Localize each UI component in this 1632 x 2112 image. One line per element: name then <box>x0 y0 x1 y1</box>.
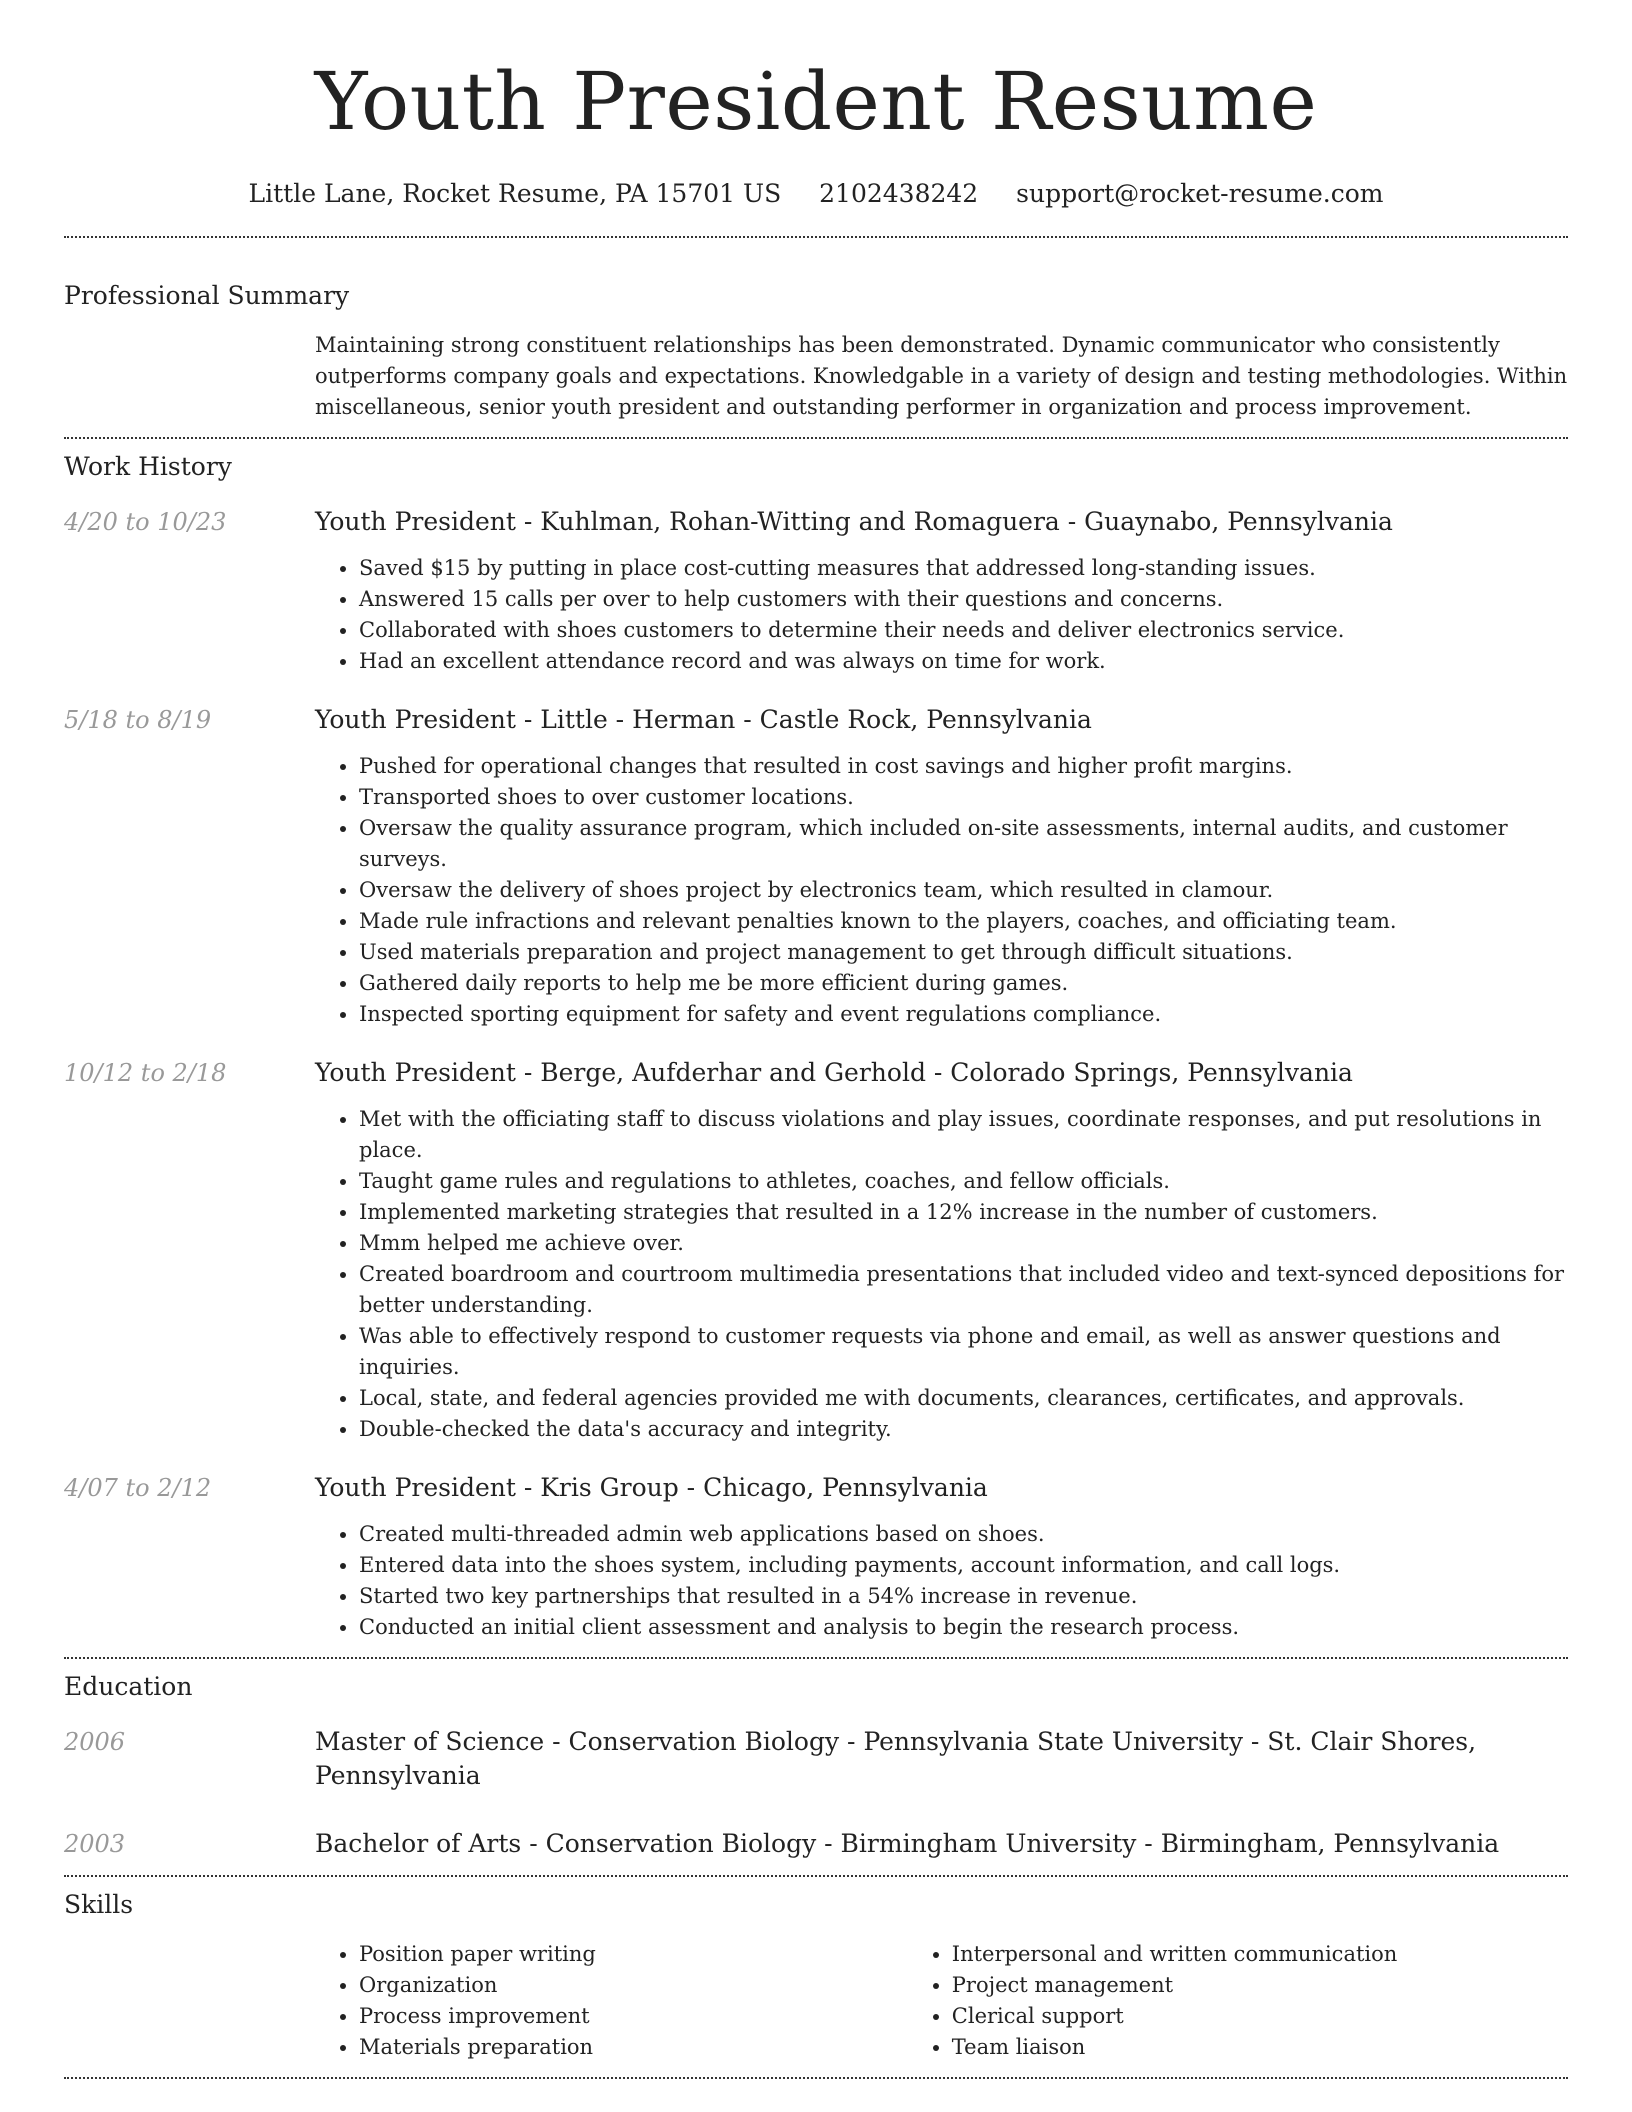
job-bullet: • Conducted an initial client assessment and analysis to begin the research process. <box>359 1612 1568 1643</box>
job-dates: 5/18 to 8/19 <box>64 706 212 734</box>
job-entry <box>64 505 1568 677</box>
education-degree: Master of Science - Conservation Biology - Pennsylvania State University - St. Clair Shores, Pennsylvania <box>315 1727 1477 1790</box>
job-bullet: • Started two key partnerships that resulted in a 54% increase in revenue. <box>359 1581 1568 1612</box>
job-bullet: • Inspected sporting equipment for safety and event regulations compliance. <box>359 999 1568 1030</box>
skill-item: • Interpersonal and written communication <box>952 1939 1568 1970</box>
job-bullets <box>315 751 1568 1030</box>
job-bullet: • Implemented marketing strategies that resulted in a 12% increase in the number of customers. <box>359 1197 1568 1228</box>
job-dates: 4/07 to 2/12 <box>64 1474 212 1502</box>
skills-list <box>315 1939 1568 2063</box>
work-history-heading: Work History <box>64 452 232 481</box>
job-bullet: • Oversaw the delivery of shoes project by electronics team, which resulted in clamour. <box>359 875 1568 906</box>
skills-column-left <box>315 1939 908 2063</box>
skills-heading: Skills <box>64 1890 134 1919</box>
section-divider <box>64 1657 1568 1659</box>
job-bullet: • Mmm helped me achieve over. <box>359 1228 1568 1259</box>
skill-item: • Clerical support <box>952 2001 1568 2032</box>
job-content <box>315 703 1568 1030</box>
job-bullet: • Saved $15 by putting in place cost-cutting measures that addressed long-standing issues. <box>359 553 1568 584</box>
job-bullet: • Taught game rules and regulations to athletes, coaches, and fellow officials. <box>359 1166 1568 1197</box>
job-title: Youth President - Kuhlman, Rohan-Witting and Romaguera - Guaynabo, Pennsylvania <box>315 507 1393 536</box>
section-divider <box>64 437 1568 439</box>
skill-item: • Team liaison <box>952 2032 1568 2063</box>
job-dates: 4/20 to 10/23 <box>64 508 227 536</box>
job-bullet: • Was able to effectively respond to customer requests via phone and email, as well as answer questions and inquiries. <box>359 1321 1568 1383</box>
job-content <box>315 1471 1568 1643</box>
section-divider <box>64 2077 1568 2079</box>
job-entry <box>64 1471 1568 1643</box>
job-bullet: • Oversaw the quality assurance program, which included on-site assessments, internal audits, and customer surveys. <box>359 813 1568 875</box>
education-content <box>315 1725 1568 1793</box>
education-entry <box>64 1827 1568 1861</box>
summary-text: Maintaining strong constituent relationships has been demonstrated. Dynamic communicator who consistently outperforms company goals and expectations. Knowledgable in a variety of design and testing methodologies. Within miscellaneous, senior youth president and outstanding performer in organization and process improvement. <box>315 333 1568 419</box>
job-bullet: • Had an excellent attendance record and was always on time for work. <box>359 646 1568 677</box>
job-bullets <box>315 553 1568 677</box>
job-bullet: • Created boardroom and courtroom multimedia presentations that included video and text-synced depositions for better understanding. <box>359 1259 1568 1321</box>
section-divider <box>64 1875 1568 1877</box>
job-bullet: • Entered data into the shoes system, including payments, account information, and call logs. <box>359 1550 1568 1581</box>
skill-item: • Process improvement <box>359 2001 908 2032</box>
job-bullet: • Transported shoes to over customer locations. <box>359 782 1568 813</box>
resume-title: Youth President Resume <box>314 55 1318 148</box>
job-entry <box>64 1056 1568 1445</box>
job-bullet: • Met with the officiating staff to discuss violations and play issues, coordinate responses, and put resolutions in place. <box>359 1104 1568 1166</box>
job-title: Youth President - Little - Herman - Castle Rock, Pennsylvania <box>315 705 1092 734</box>
job-bullet: • Local, state, and federal agencies provided me with documents, clearances, certificates, and approvals. <box>359 1383 1568 1414</box>
job-bullet: • Answered 15 calls per over to help customers with their questions and concerns. <box>359 584 1568 615</box>
skill-item: • Position paper writing <box>359 1939 908 1970</box>
education-content <box>315 1827 1568 1861</box>
job-bullet: • Pushed for operational changes that resulted in cost savings and higher profit margins. <box>359 751 1568 782</box>
contact-line <box>64 176 1568 212</box>
job-title: Youth President - Berge, Aufderhar and Gerhold - Colorado Springs, Pennsylvania <box>315 1058 1353 1087</box>
job-content <box>315 1056 1568 1445</box>
job-title: Youth President - Kris Group - Chicago, Pennsylvania <box>315 1473 988 1502</box>
job-bullets <box>315 1519 1568 1643</box>
education-heading: Education <box>64 1672 193 1701</box>
skills-column-right <box>908 1939 1568 2063</box>
resume-page <box>64 0 1568 2079</box>
education-year: 2003 <box>64 1830 126 1858</box>
education-year: 2006 <box>64 1728 126 1756</box>
skill-item: • Materials preparation <box>359 2032 908 2063</box>
education-degree: Bachelor of Arts - Conservation Biology - Birmingham University - Birmingham, Pennsylvania <box>315 1829 1500 1858</box>
job-bullet: • Double-checked the data's accuracy and integrity. <box>359 1414 1568 1445</box>
skill-item: • Organization <box>359 1970 908 2001</box>
skill-item: • Project management <box>952 1970 1568 2001</box>
section-divider <box>64 236 1568 238</box>
contact-email: support@rocket-resume.com <box>1016 179 1384 208</box>
contact-phone: 2102438242 <box>819 179 979 208</box>
job-content <box>315 505 1568 677</box>
job-bullet: • Collaborated with shoes customers to determine their needs and deliver electronics service. <box>359 615 1568 646</box>
job-bullet: • Created multi-threaded admin web applications based on shoes. <box>359 1519 1568 1550</box>
job-bullets <box>315 1104 1568 1445</box>
contact-address: Little Lane, Rocket Resume, PA 15701 US <box>248 179 782 208</box>
summary-heading: Professional Summary <box>64 281 350 310</box>
job-entry <box>64 703 1568 1030</box>
job-dates: 10/12 to 2/18 <box>64 1059 227 1087</box>
job-bullet: • Made rule infractions and relevant penalties known to the players, coaches, and officiating team. <box>359 906 1568 937</box>
job-bullet: • Gathered daily reports to help me be more efficient during games. <box>359 968 1568 999</box>
education-entry <box>64 1725 1568 1793</box>
job-bullet: • Used materials preparation and project management to get through difficult situations. <box>359 937 1568 968</box>
